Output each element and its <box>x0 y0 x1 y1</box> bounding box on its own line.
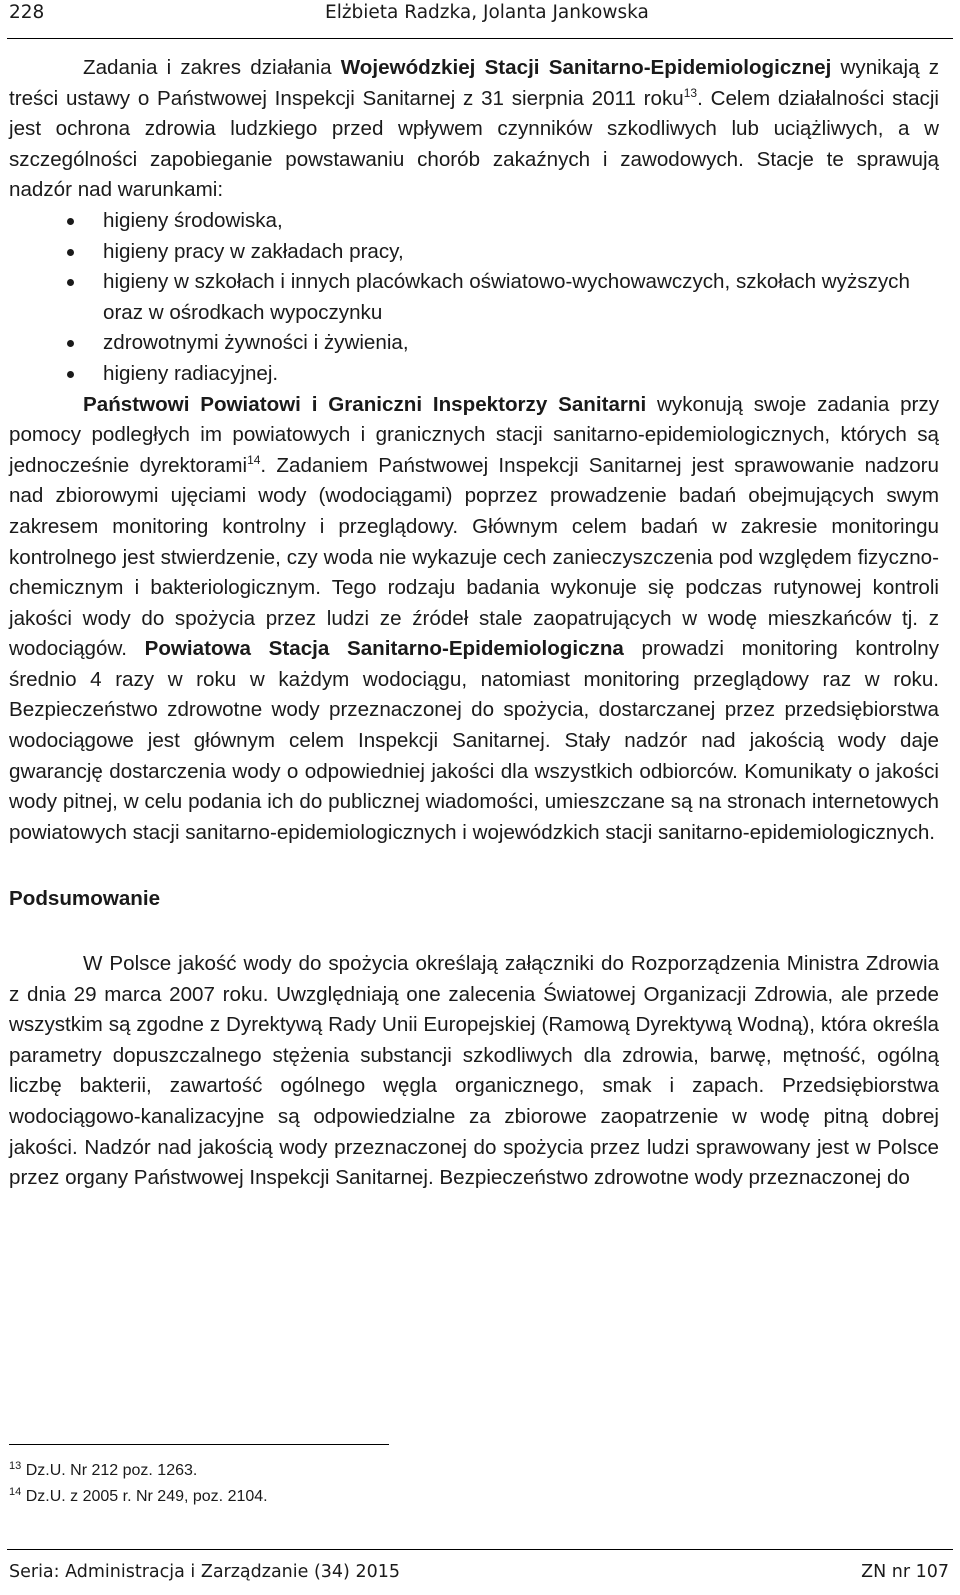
footnote <box>9 1484 268 1510</box>
issue-number: ZN nr 107 <box>861 1562 949 1582</box>
page-number: 228 <box>9 2 45 23</box>
running-head-authors: Elżbieta Radzka, Jolanta Jankowska <box>325 2 649 23</box>
text-run: . Zadaniem Państwowej Inspekcji Sanitarnej jest sprawowanie nadzoru nad zbiorowymi ujęciami wody (wodociągami) poprzez prowadzenie badań obejmujących swym zakresem monitoring kontrolny i przeglądowy. Głównym celem badań w zakresie monitoringu kontrolnego jest stwierdzenie, czy woda nie wykazuje cech zanieczyszczenia pod względem fizyczno-chemicznym i bakteriologicznym. Tego rodzaju badania wykonuje się podczas rutynowej kontroli jakości wody do spożycia przez ludzi ze źródeł stale zaopatrujących w wodę mieszkańców tj. z wodociągów. <box>9 453 939 661</box>
footnotes <box>9 1458 268 1510</box>
footnote-number: 13 <box>9 1460 22 1472</box>
page-footer <box>7 1549 953 1582</box>
text-run: wykonują swoje zadania przy pomocy podległych im powiatowych i granicznych stacji sanitarno-epidemiologicznych, których są jednocześnie dyrektorami <box>9 392 939 477</box>
section-heading: Podsumowanie <box>9 887 161 911</box>
paragraph-wsse <box>9 53 939 206</box>
list-item: higieny pracy w zakładach pracy, <box>9 237 939 268</box>
text-run: Zadania i zakres działania <box>83 56 341 79</box>
main-text <box>9 53 939 1194</box>
footnote <box>9 1458 268 1484</box>
bold-term: Państwowi Powiatowi i Graniczni Inspektorzy Sanitarni <box>83 392 647 416</box>
footnote-text: Dz.U. Nr 212 poz. 1263. <box>21 1462 198 1479</box>
bold-term: Powiatowa Stacja Sanitarno-Epidemiologiczna <box>144 637 624 661</box>
text-run: prowadzi monitoring kontrolny średnio 4 razy w roku w każdym wodociągu, natomiast monitoring przeglądowy raz w roku. Bezpieczeństwo zdrowotne wody przeznaczonej do spożycia, dostarczanej przez przedsiębiorstwa wodociągowe jest głównym celem Inspekcji Sanitarnej. Stały nadzór nad jakością wody daje gwarancję dostarczenia wody o odpowiedniej jakości dla wszystkich odbiorców. Komunikaty o jakości wody pitnej, w celu podania ich do publicznej wiadomości, umieszczane są na stronach internetowych powiatowych stacji sanitarno-epidemiologicznych i wojewódzkich stacji sanitarno-epidemiologicznych. <box>9 637 939 844</box>
footnote-text: Dz.U. z 2005 r. Nr 249, poz. 2104. <box>21 1488 268 1505</box>
list-item: higieny radiacyjnej. <box>9 359 939 390</box>
bullet-list <box>9 206 939 390</box>
paragraph-summary: W Polsce jakość wody do spożycia określają załączniki do Rozporządzenia Ministra Zdrowia z dnia 29 marca 2007 roku. Uwzględniają one zalecenia Światowej Organizacji Zdrowia, ale przede wszystkim są zgodne z Dyrektywą Rady Unii Europejskiej (Ramową Dyrektywą Wodną), która określa parametry dopuszczalnego stężenia substancji szkodliwych dla zdrowia, barwę, mętność, ogólną liczbę bakterii, zawartość ogólnego węgla organicznego, smak i zapach. Przedsiębiorstwa wodociągowo-kanalizacyjne są odpowiedzialne za zbiorowe zaopatrzenie w wodę pitną dobrej jakości. Nadzór nad jakością wody przeznaczonej do spożycia przez ludzi sprawowany jest w Polsce przez organy Państwowej Inspekcji Sanitarnej. Bezpieczeństwo zdrowotne wody przeznaczonej do <box>9 952 939 1190</box>
list-item: higieny środowiska, <box>9 206 939 237</box>
list-item: higieny w szkołach i innych placówkach oświatowo-wychowawczych, szkołach wyższych oraz w ośrodkach wypoczynku <box>9 267 939 328</box>
list-item: zdrowotnymi żywności i żywienia, <box>9 328 939 359</box>
footnote-separator <box>9 1444 389 1445</box>
footnote-number: 14 <box>9 1486 22 1498</box>
footnote-ref-14: 14 <box>247 452 261 467</box>
footnote-ref-13: 13 <box>683 85 698 100</box>
text-run: wynikają z treści ustawy o Państwowej Inspekcji Sanitarnej z 31 sierpnia 2011 roku <box>9 56 940 110</box>
text-run: . Celem działalności stacji jest ochrona zdrowia ludzkiego przed wpływem czynników szkodliwych lub uciążliwych, a w szczególności zapobieganie powstawaniu chorób zakaźnych i zawodowych. Stacje te sprawują nadzór nad warunkami: <box>9 86 939 202</box>
series-info: Seria: Administracja i Zarządzanie (34) 2015 <box>9 1562 400 1582</box>
paragraph-inspectors <box>9 390 939 849</box>
bold-term: Wojewódzkiej Stacji Sanitarno-Epidemiologicznej <box>340 56 832 79</box>
page-header <box>7 0 953 39</box>
